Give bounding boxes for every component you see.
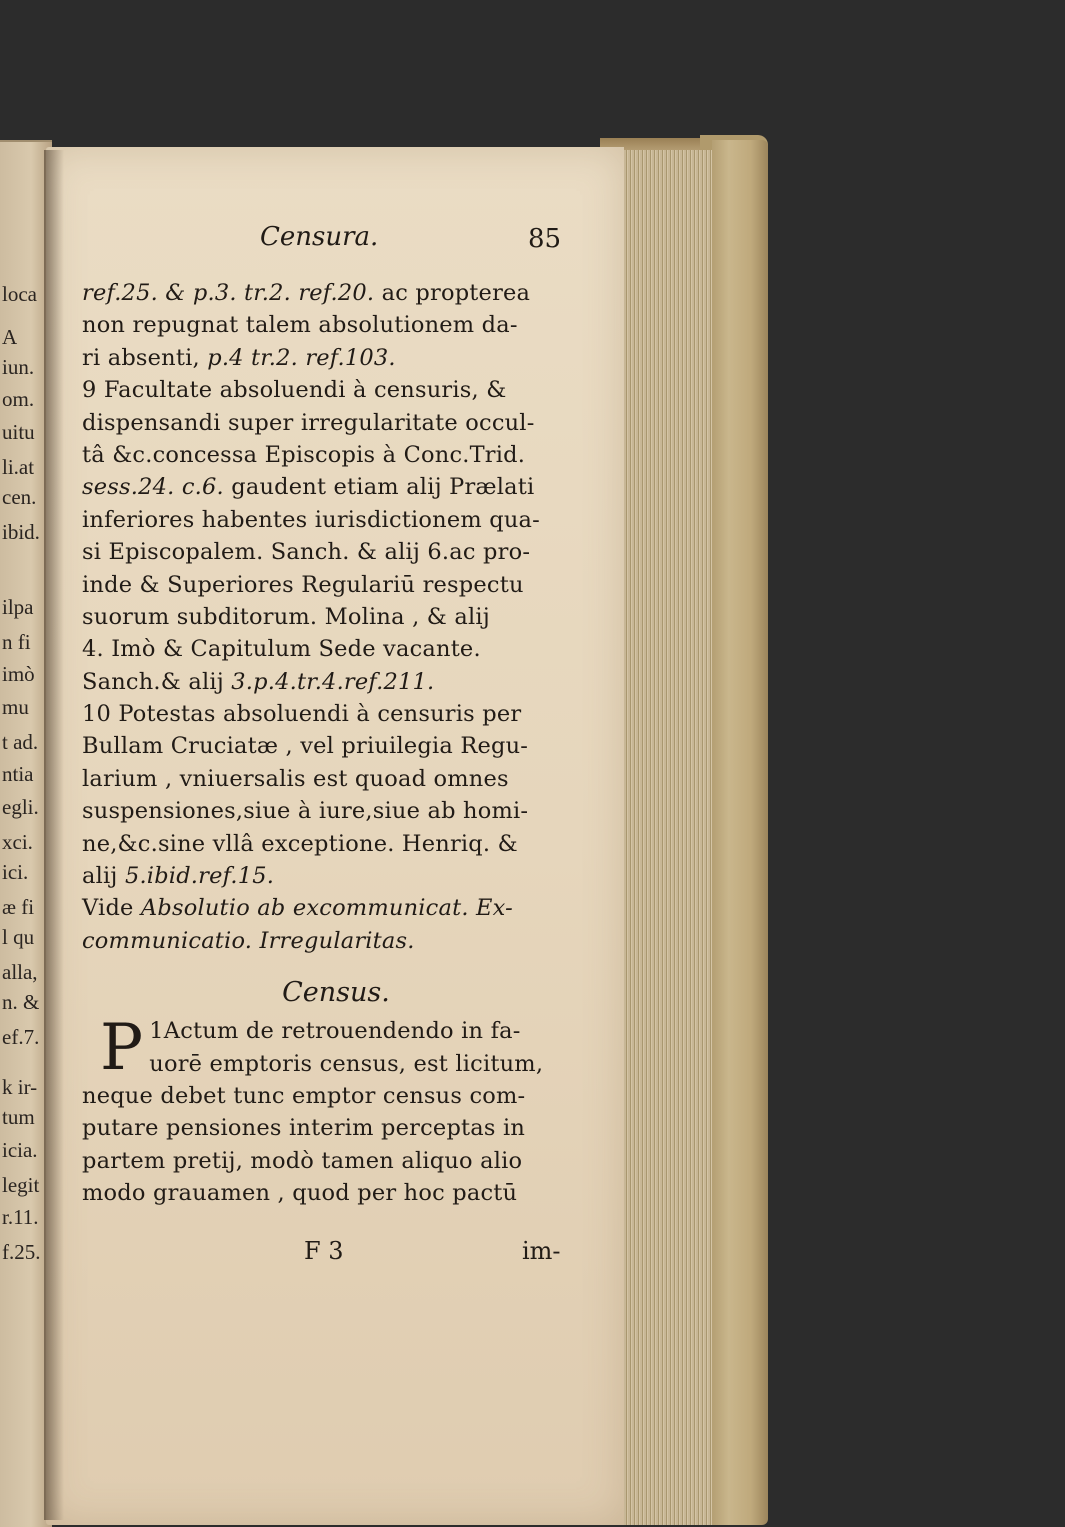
page-block-edge: [612, 150, 720, 1525]
text-segment: 9 Facultate absoluendi à censuris, &: [82, 377, 507, 404]
margin-fragment: iun.: [2, 355, 35, 379]
census-line-2: uorē emptoris census, est licitum,: [149, 1050, 544, 1077]
text-segment: si Episcopalem. Sanch. & alij 6.ac pro-: [82, 539, 531, 566]
text-line: [82, 860, 582, 892]
text-segment: inde & Superiores Regulariū respectu: [82, 571, 524, 598]
catchword: im-: [522, 1237, 561, 1265]
text-segment: tâ &c.concessa Episcopis à Conc.Trid.: [82, 441, 526, 468]
text-line: [82, 342, 582, 374]
margin-fragment: n. &: [2, 990, 40, 1014]
see-also-line-1: [82, 892, 582, 924]
margin-fragment: tum: [2, 1105, 35, 1129]
margin-fragment: f.25.: [2, 1240, 41, 1264]
text-line: [82, 730, 582, 762]
margin-fragment: k ir-: [2, 1075, 38, 1099]
text-segment: 10 Potestas absoluendi à censuris per: [82, 701, 522, 728]
margin-fragment: ici.: [2, 860, 29, 884]
margin-fragment: mu: [2, 695, 29, 719]
margin-fragment: egli.: [2, 795, 39, 819]
census-line: putare pensiones interim perceptas in: [82, 1115, 526, 1142]
text-segment: p.4 tr.2. ref.103.: [207, 344, 396, 371]
text-segment: dispensandi super irregularitate occul-: [82, 409, 535, 436]
text-segment: Bullam Cruciatæ , vel priuilegia Regu-: [82, 733, 529, 760]
text-line: [82, 504, 582, 536]
text-segment: 4. Imò & Capitulum Sede vacante.: [82, 636, 481, 663]
spacer: [82, 957, 582, 971]
text-line: [82, 471, 582, 503]
section-title: Census.: [282, 977, 390, 1009]
body-text: [82, 277, 582, 1210]
main-paragraphs: [82, 277, 582, 892]
see-also-prefix: Vide: [82, 895, 141, 922]
margin-fragment: t ad.: [2, 730, 39, 754]
margin-fragment: icia.: [2, 1138, 38, 1162]
text-segment: suorum subditorum. Molina , & alij: [82, 603, 490, 630]
text-segment: ne,&c.sine vllâ exceptione. Henriq. &: [82, 830, 518, 857]
census-paragraph: [82, 1011, 582, 1209]
census-rest: [82, 1080, 582, 1210]
text-line: [82, 698, 582, 730]
page-header: [82, 222, 582, 262]
text-line: [82, 828, 582, 860]
text-segment: Sanch.& alij: [82, 668, 232, 695]
margin-fragment: æ fi: [2, 895, 35, 919]
page-footer: [82, 1237, 582, 1271]
census-line: neque debet tunc emptor census com-: [82, 1082, 526, 1109]
drop-capital: P: [100, 1011, 144, 1086]
margin-fragment: n fi: [2, 630, 31, 654]
margin-fragment: legit: [2, 1173, 40, 1197]
see-also-line-2: communicatio. Irregularitas.: [82, 927, 415, 954]
census-line: partem pretij, modò tamen aliquo alio: [82, 1147, 523, 1174]
text-line: [82, 439, 582, 471]
page-number: 85: [528, 224, 562, 254]
text-segment: 5.ibid.ref.15.: [124, 863, 275, 890]
text-segment: ri absenti,: [82, 344, 208, 371]
census-line: modo grauamen , quod per hoc pactū: [82, 1180, 518, 1207]
paragraph-number: 1: [149, 1018, 164, 1045]
text-line: [82, 601, 582, 633]
gutter-shadow: [44, 150, 64, 1520]
margin-fragment: xci.: [2, 830, 33, 854]
margin-fragment: l qu: [2, 925, 35, 949]
text-segment: suspensiones,siue à iure,siue ab homi-: [82, 798, 529, 825]
census-text-1: Actum de retrouendendo in fa-: [163, 1018, 521, 1045]
text-segment: sess.24. c.6.: [82, 474, 224, 501]
text-line: [82, 407, 582, 439]
margin-fragment: loca: [2, 282, 37, 306]
text-segment: gaudent etiam alij Prælati: [223, 474, 535, 501]
text-line: [82, 666, 582, 698]
text-segment: non repugnat talem absolutionem da-: [82, 312, 518, 339]
text-segment: ref.25. & p.3. tr.2. ref.20.: [82, 280, 375, 306]
text-line: [82, 633, 582, 665]
see-also-text-1: Absolutio ab excommunicat. Ex-: [140, 895, 513, 922]
margin-fragment: cen.: [2, 485, 37, 509]
text-segment: larium , vniuersalis est quoad omnes: [82, 765, 509, 792]
margin-fragment: alla,: [2, 960, 38, 984]
text-line: [82, 763, 582, 795]
signature-mark: F 3: [304, 1237, 344, 1265]
vellum-cover: [712, 140, 768, 1525]
text-line: [82, 795, 582, 827]
margin-fragment: li.at: [2, 455, 35, 479]
margin-fragment: ef.7.: [2, 1025, 40, 1049]
margin-fragment: ilpa: [2, 595, 34, 619]
text-segment: inferiores habentes iurisdictionem qua-: [82, 506, 540, 533]
running-head: Censura.: [260, 222, 379, 252]
margin-fragment: imò: [2, 662, 35, 686]
text-line: [82, 309, 582, 341]
text-segment: 3.p.4.tr.4.ref.211.: [231, 668, 435, 695]
margin-fragment: r.11.: [2, 1205, 39, 1229]
margin-fragment: om.: [2, 387, 35, 411]
text-line: [82, 374, 582, 406]
margin-fragment: A: [2, 325, 18, 349]
text-line: [82, 277, 582, 309]
margin-fragment: ibid.: [2, 520, 40, 544]
margin-fragment: uitu: [2, 420, 35, 444]
margin-fragment: ntia: [2, 762, 34, 786]
text-line: [82, 536, 582, 568]
text-segment: ac propterea: [374, 280, 531, 306]
text-line: [82, 569, 582, 601]
text-segment: alij: [82, 863, 125, 890]
